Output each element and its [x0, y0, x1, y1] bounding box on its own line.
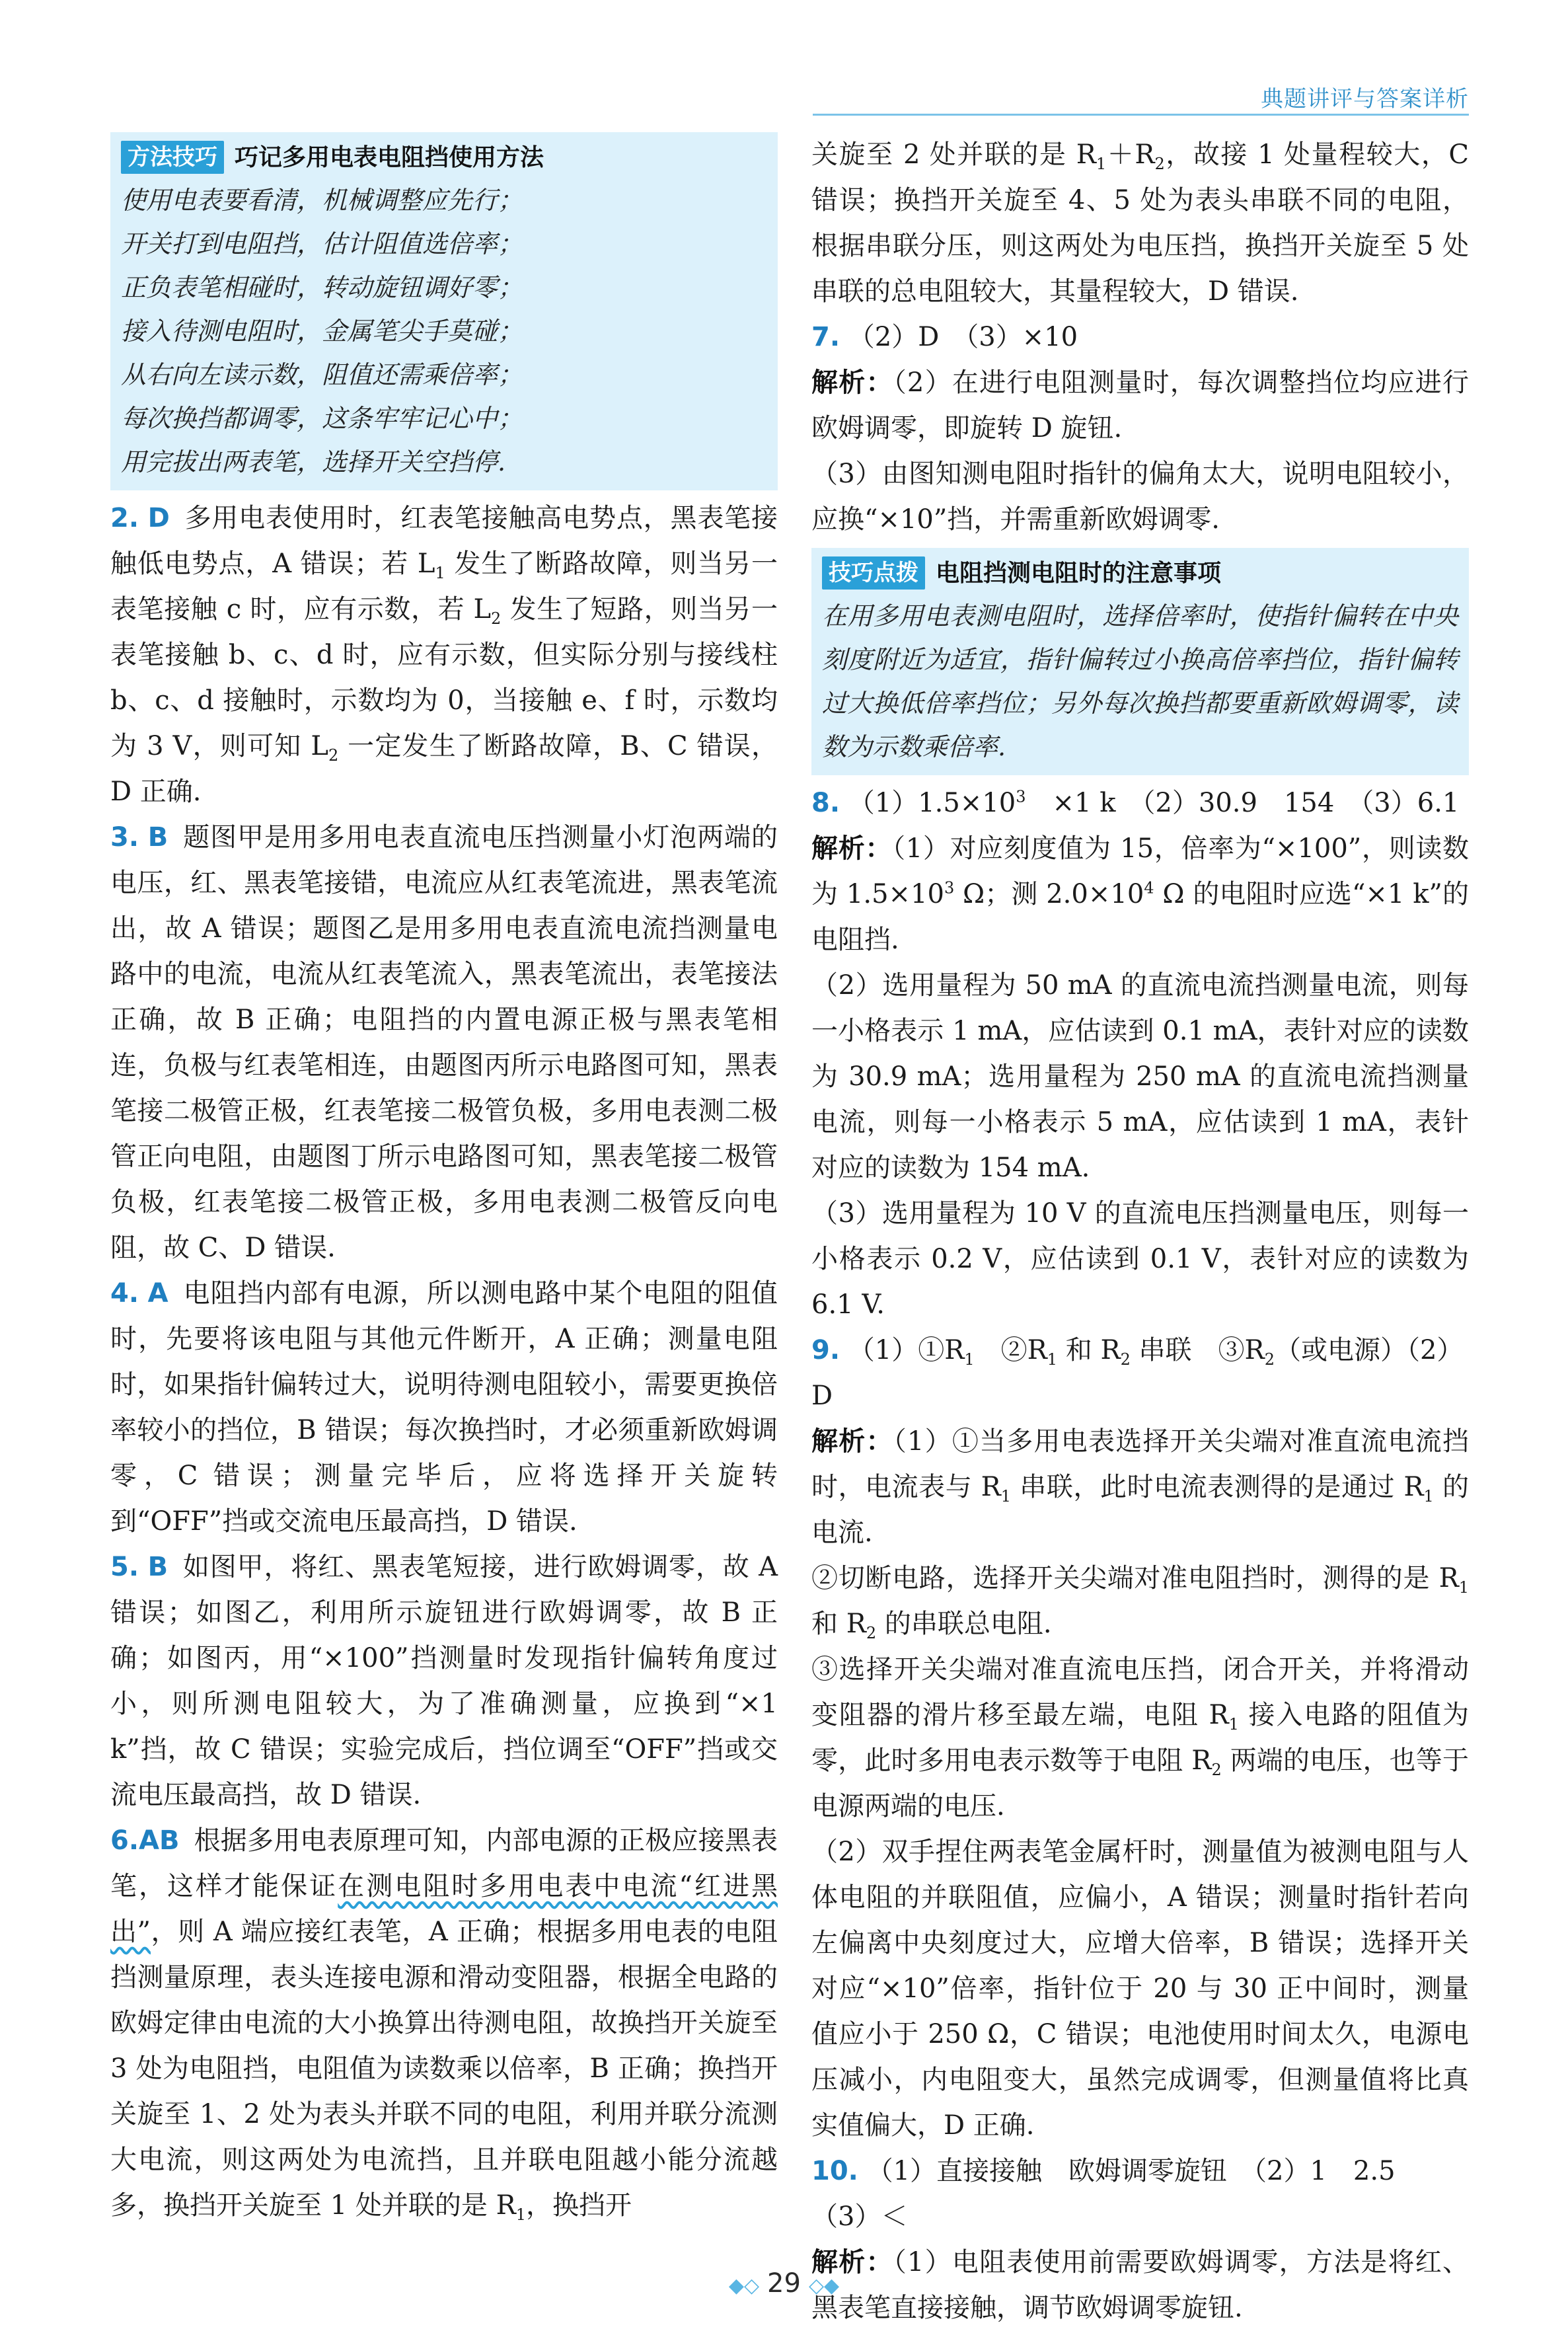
subscript: 1 [1096, 155, 1107, 173]
subscript: 2 [1211, 1761, 1222, 1779]
tip-line: 接入待测电阻时，金属笔尖手莫碰； [121, 317, 523, 346]
answer-6 [110, 1818, 778, 2229]
wavy-emphasis: 在测电阻时多用电表中电流“红进黑出” [110, 1871, 778, 1947]
analysis-label: 解析： [811, 833, 893, 864]
question-number: 2. [110, 503, 139, 533]
right-column [808, 132, 1470, 2331]
subscript: 2 [1120, 1350, 1131, 1369]
analysis-text: 串联，此时电流表测得的是通过 R [1011, 1472, 1424, 1502]
answer-4 [110, 1271, 778, 1545]
subscript: 1 [1458, 1578, 1469, 1597]
answer-10 [811, 2149, 1469, 2194]
footer-ornament-icon: ◇◆ [808, 2274, 840, 2297]
answer-text: 如图甲，将红、黑表笔短接，进行欧姆调零，故 A 错误；如图乙，利用所示旋钮进行欧姆调零，故 B 正确；如图丙，用“×100”挡测量时发现指针偏转角度过小，则所测电阻较大，为了准确测量，应换到“×1 k”挡，故 C 错误；实验完成后，挡位调至“OFF”挡或交流电压最高挡，故 D 错误. [110, 1552, 778, 1810]
analysis-7-part3: （3）由图知测电阻时指针的偏角太大，说明电阻较小，应换“×10”挡，并需重新欧姆调零. [811, 459, 1469, 535]
tip-line: 正负表笔相碰时，转动旋钮调好零； [121, 273, 523, 302]
answer-text: 多用电表使用时，红表笔接触高电势点，黑表笔接触低电势点，A 错误；若 L [110, 503, 778, 579]
question-number: 8. [811, 788, 840, 818]
superscript: 4 [1144, 878, 1154, 898]
answer-6-continued [811, 132, 1469, 315]
subscript: 1 [515, 2205, 526, 2224]
answer-text: 发生了断路故障，则当另一表笔接触 c 时，应有示数，若 L [110, 549, 778, 625]
answer-choice: D [147, 503, 170, 533]
answer-summary: 串联 ③R [1130, 1335, 1265, 1365]
answer-summary: （2）D （3）×10 [848, 322, 1078, 352]
answer-10-part3: （3）＜ [811, 2201, 908, 2232]
analysis-text: Ω；测 2.0×10 [954, 879, 1144, 909]
analysis-text: 的电流. [811, 1472, 1470, 1548]
subscript: 1 [964, 1350, 975, 1369]
analysis-text: （1）①当多用电表选择开关尖端对准直流电流挡时，电流表与 R [811, 1426, 1470, 1502]
page-number: 29 [767, 2268, 801, 2299]
analysis-text: ②切断电路，选择开关尖端对准电阻挡时，测得的是 R [811, 1563, 1459, 1593]
answer-choice: B [147, 1552, 168, 1582]
question-number: 4. [110, 1278, 139, 1309]
analysis-8 [811, 826, 1469, 963]
skill-tip-tag: 技巧点拨 [822, 556, 925, 590]
analysis-text: （1）电阻表使用前需要欧姆调零，方法是将红、黑表笔直接接触，调节欧姆调零旋钮. [811, 2247, 1470, 2323]
tip-line: 用完拔出两表笔，选择开关空挡停. [121, 447, 506, 477]
left-column [110, 132, 778, 2229]
answer-choice: AB [139, 1825, 180, 1856]
analysis-text: Ω 的电阻时应选“×1 k”的电阻挡. [811, 879, 1469, 955]
analysis-8-part3: （3）选用量程为 10 V 的直流电压挡测量电压，则每一小格表示 0.2 V，应估读到 0.1 V，表针对应的读数为 6.1 V. [811, 1198, 1469, 1320]
analysis-8-part2: （2）选用量程为 50 mA 的直流电流挡测量电流，则每一小格表示 1 mA，应估读到 0.1 mA，表针对应的读数为 30.9 mA；选用量程为 250 mA 的直流电流挡测量电流，则每一小格表示 5 mA，应估读到 1 mA，表针对应的读数为 154 mA. [811, 970, 1469, 1183]
subscript: 1 [1047, 1350, 1058, 1369]
skill-tip-box [811, 548, 1469, 775]
tip-line: 使用电表要看清，机械调整应先行； [121, 186, 523, 215]
analysis-9-part3 [811, 1647, 1469, 1829]
analysis-label: 解析： [811, 1426, 893, 1457]
skill-tip-header [822, 552, 1458, 594]
footer-ornament-icon: ◆◇ [728, 2274, 760, 2297]
subscript: 2 [491, 609, 502, 628]
answer-summary: （1）直接接触 欧姆调零旋钮 （2）1 2.5 [866, 2156, 1396, 2186]
analysis-text: 和 R [811, 1609, 866, 1639]
answer-text: 一定发生了断路故障，B、C 错误，D 正确. [110, 731, 778, 807]
subscript: 1 [1000, 1487, 1012, 1506]
method-tip-title: 巧记多用电表电阻挡使用方法 [235, 143, 544, 171]
answer-text: 题图甲是用多用电表直流电压挡测量小灯泡两端的电压，红、黑表笔接错，电流应从红表笔流进，黑表笔流出，故 A 错误；题图乙是用多用电表直流电流挡测量电路中的电流，电流从红表笔流入，黑表笔流出，表笔接法正确，故 B 正确；电阻挡的内置电源正极与黑表笔相连，负极与红表笔相连，由题图丙所示电路图可知，黑表笔接二极管正极，红表笔接二极管负极，多用电表测二极管正向电阻，由题图丁所示电路图可知，黑表笔接二极管负极，红表笔接二极管正极，多用电表测二极管反向电阻，故 C、D 错误. [110, 822, 778, 1263]
analysis-label: 解析： [811, 367, 893, 398]
answer-summary: （1）①R [848, 1335, 965, 1365]
subscript: 2 [1264, 1350, 1275, 1369]
method-tip-box [110, 132, 778, 490]
superscript: 3 [944, 878, 955, 898]
subscript: 2 [328, 746, 339, 765]
question-number: 10. [811, 2156, 858, 2186]
subscript: 1 [435, 564, 445, 582]
page-header-title: 典题讲评与答案详析 [1261, 86, 1469, 112]
answer-summary: 和 R [1057, 1335, 1121, 1365]
analysis-9-part4: （2）双手捏住两表笔金属杆时，测量值为被测电阻与人体电阻的并联阻值，应偏小，A 错误；测量时指针若向左偏离中央刻度过大，应增大倍率，B 错误；选择开关对应“×10”倍率，指针位于 20 与 30 正中间时，测量值应小于 250 Ω，C 错误；电池使用时间太久，电源电压减小，内电阻变大，虽然完成调零，但测量值将比真实值偏大，D 正确. [811, 1837, 1469, 2141]
analysis-9-part2 [811, 1556, 1469, 1647]
superscript: 3 [1016, 787, 1026, 806]
question-number: 7. [811, 322, 840, 352]
analysis-text: 接入电路的阻值为零，此时多用电表示数等于电阻 R [811, 1700, 1469, 1776]
analysis-text: （1）对应刻度值为 15，倍率为“×100”，则读数为 1.5×10 [811, 833, 1470, 909]
answer-8 [811, 781, 1469, 826]
analysis-text: 的串联总电阻. [876, 1609, 1052, 1639]
question-number: 3. [110, 822, 139, 853]
analysis-label: 解析： [811, 2247, 893, 2277]
answer-summary: ②R [974, 1335, 1047, 1365]
tip-line: 开关打到电阻挡，估计阻值选倍率； [121, 229, 523, 258]
analysis-text: （2）在进行电阻测量时，每次调整挡位均应进行欧姆调零，即旋转 D 旋钮. [811, 367, 1470, 443]
answer-text: 发生了短路，则当另一表笔接触 b、c、d 时，应有示数，但实际分别与接线柱 b、c、d 接触时，示数均为 0，当接触 e、f 时，示数均为 3 V，则可知 L [110, 594, 778, 761]
question-number: 6. [110, 1825, 139, 1856]
answer-5 [110, 1545, 778, 1818]
answer-summary: （1）1.5×10 [848, 788, 1016, 818]
method-tip-tag: 方法技巧 [121, 141, 224, 174]
subscript: 2 [1154, 155, 1165, 173]
tip-line: 从右向左读示数，阻值还需乘倍率； [121, 360, 523, 389]
analysis-text: ③选择开关尖端对准直流电压挡，闭合开关，并将滑动变阻器的滑片移至最左端，电阻 R [811, 1654, 1469, 1730]
subscript: 2 [866, 1624, 877, 1642]
question-number: 5. [110, 1552, 139, 1582]
analysis-7 [811, 360, 1469, 451]
answer-text: ，故接 1 处量程较大，C 错误；换挡开关旋至 4、5 处为表头串联不同的电阻，根据串联分压，则这两处为电压挡，换挡开关旋至 5 处串联的总电阻较大，其量程较大，D 错误. [811, 139, 1469, 307]
question-number: 9. [811, 1335, 840, 1365]
subscript: 1 [1423, 1487, 1434, 1506]
answer-text: ，换挡开 [526, 2190, 632, 2221]
answer-text: 关旋至 2 处并联的是 R [811, 139, 1096, 170]
answer-summary: （或电源）（2）D [811, 1335, 1464, 1411]
answer-3 [110, 815, 778, 1271]
answer-text: ＋R [1106, 139, 1155, 170]
answer-text: 电阻挡内部有电源，所以测电路中某个电阻的阻值时，先要将该电阻与其他元件断开，A 正确；测量电阻时，如果指针偏转过大，说明待测电阻较小，需要更换倍率较小的挡位，B 错误；每次换挡时，才必须重新欧姆调零，C 错误；测量完毕后，应将选择开关旋转到“OFF”挡或交流电压最高挡，D 错误. [110, 1278, 778, 1537]
tip-line: 每次换挡都调零，这条牢牢记心中； [121, 404, 523, 433]
skill-tip-text: 在用多用电表测电阻时，选择倍率时，使指针偏转在中央刻度附近为适宜，指针偏转过小换高倍率挡位，指针偏转过大换低倍率挡位；另外每次换挡都要重新欧姆调零，读数为示数乘倍率. [822, 601, 1458, 761]
page-footer [0, 2268, 1568, 2299]
answer-7 [811, 315, 1469, 360]
answer-text: 根据多用电表原理可知，内部电源的正极应接黑表笔，这样才能保证 [110, 1825, 778, 1901]
subscript: 1 [1228, 1715, 1239, 1734]
method-tip-header [121, 136, 767, 178]
answer-choice: B [147, 822, 168, 853]
answer-text: ，则 A 端应接红表笔，A 正确；根据多用电表的电阻挡测量原理，表头连接电源和滑动变阻器，根据全电路的欧姆定律由电流的大小换算出待测电阻，故换挡开关旋至 3 处为电阻挡，电阻值为读数乘以倍率，B 正确；换挡开关旋至 1、2 处为表头并联不同的电阻，利用并联分流测大电流，则这两处为电流挡，且并联电阻越小能分流越多，换挡开关旋至 1 处并联的是 R [110, 1917, 778, 2221]
answer-summary: ×1 k （2）30.9 154 （3）6.1 [1026, 788, 1460, 818]
answer-choice: A [147, 1278, 168, 1309]
answer-9 [811, 1328, 1469, 1419]
analysis-text: 两端的电压，也等于电源两端的电压. [811, 1745, 1469, 1821]
answer-2 [110, 496, 778, 815]
analysis-9 [811, 1419, 1469, 1556]
skill-tip-title: 电阻挡测电阻时的注意事项 [936, 559, 1222, 587]
page-header-rule [813, 114, 1469, 116]
